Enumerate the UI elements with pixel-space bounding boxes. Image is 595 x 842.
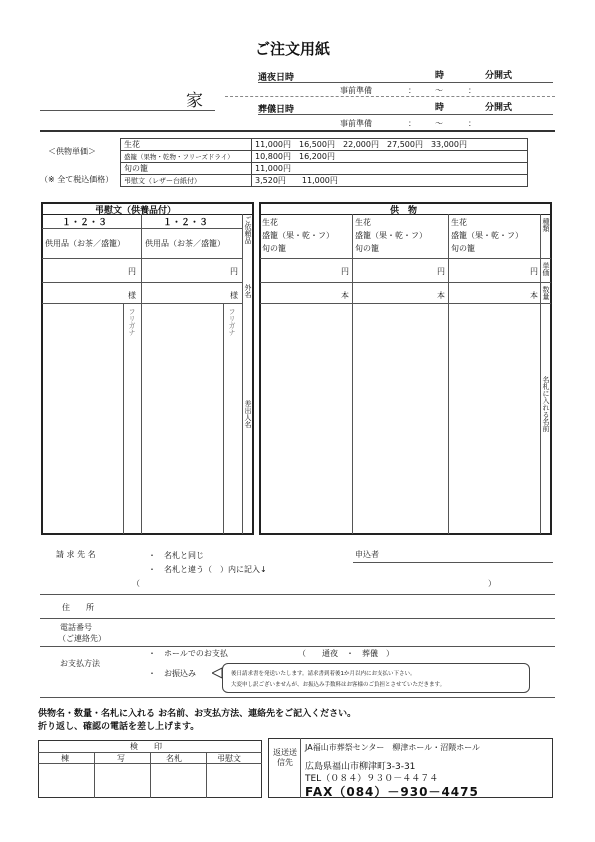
tsuya-label: 通夜日時 [258, 73, 295, 83]
furikomi-note-2: 大変申し訳ございませんが、お振込み手数料はお客様のご負担とさせていただきます。 [231, 682, 446, 688]
kumotsu-c1-yen: 円 [341, 267, 349, 276]
pay-hall-option[interactable]: ・ ホールでのお支払 [148, 649, 228, 658]
form-rule-3 [40, 646, 555, 647]
price-row [121, 175, 528, 187]
kumotsu-col-divider-1 [352, 214, 353, 534]
chobun-rule-4 [42, 303, 242, 304]
chobun-side-top: ご依頼品 [244, 216, 252, 244]
price-item: 旬の籠 [121, 163, 252, 175]
sender-fax: FAX（084）－930－4475 [305, 785, 479, 799]
family-name-label: 家 [186, 91, 203, 111]
chobun-rule-1 [42, 228, 242, 229]
sender-tel: TEL（０８４）９３０－４４７４ [305, 774, 439, 784]
kumotsu-col-3 [451, 216, 523, 255]
chobun-item-2: 供用品（お茶／盛籠） [145, 239, 225, 248]
sogi-tilde: ～ [435, 119, 443, 128]
stamp-col-1: 棟 [61, 754, 69, 763]
price-item: 生花 [121, 139, 252, 151]
sender-org: JA福山市葬祭センター 柳津ホール・沼隈ホール [305, 743, 481, 752]
kumotsu-c3-l3: 旬の籠 [451, 244, 475, 253]
kumotsu-c2-yen: 円 [437, 267, 445, 276]
chobun-num-1: １・２・３ [62, 218, 108, 228]
sogi-ji: 時 [435, 103, 445, 113]
chobun-sama-1: 様 [128, 291, 136, 300]
kumotsu-rule-1 [260, 258, 551, 259]
chobun-furigana-1: フリガナ [128, 308, 136, 336]
price-label: ＜供物単価＞ [48, 147, 96, 156]
pay-hall-timing[interactable]: （ 通夜 ・ 葬儀 ） [298, 649, 394, 658]
price-values: 11,000円 [252, 163, 528, 175]
kumotsu-c2-l3: 旬の籠 [355, 244, 379, 253]
kumotsu-c2-hon: 本 [437, 291, 445, 300]
kumotsu-col-1 [262, 216, 334, 255]
tsuya-junbi: 事前準備 [340, 86, 372, 95]
kumotsu-rule-3 [260, 303, 551, 304]
tsuya-tilde: ～ [435, 86, 443, 95]
header-rule [40, 130, 555, 132]
kumotsu-side-bot: 名札に入れる名前 [542, 376, 550, 432]
chobun-furigana-divider-2 [223, 303, 224, 534]
moushikomi-label: 申込者 [355, 550, 379, 559]
chobun-side-mid: 外名 [244, 284, 252, 298]
kumotsu-c1-l2: 盛籠（果・乾・フ） [262, 231, 334, 240]
price-values: 11,000円 16,500円 22,000円 27,500円 33,000円 [252, 139, 528, 151]
tel-label: 電話番号 [60, 623, 92, 632]
price-row [121, 151, 528, 163]
sogi-colon2: ： [468, 119, 476, 128]
chobun-item-1: 供用品（お茶／盛籠） [45, 239, 125, 248]
tsuya-fun: 分開式 [485, 71, 513, 81]
kumotsu-c2-l2: 盛籠（果・乾・フ） [355, 231, 427, 240]
price-item: 弔慰文（レザー台紙付） [121, 175, 252, 187]
chobun-side-bot: 差出人名 [244, 400, 252, 428]
kumotsu-c1-l1: 生花 [262, 218, 278, 227]
sender-divider [300, 738, 301, 798]
furikomi-note-1: 後日請求書を発送いたします。請求書到着後1か月以内にお支払い下さい。 [231, 671, 416, 677]
chobun-rule-3 [42, 282, 242, 283]
kumotsu-header: 供 物 [390, 206, 418, 216]
furikomi-note-box [222, 663, 530, 693]
kumotsu-c1-hon: 本 [341, 291, 349, 300]
chobun-side-divider [242, 214, 243, 534]
stamp-col-3: 名札 [166, 754, 182, 763]
sogi-junbi: 事前準備 [340, 119, 372, 128]
page-title: ご注文用紙 [255, 40, 331, 58]
stamp-col-4: 弔慰文 [217, 754, 241, 763]
stamp-col-2: 写 [117, 754, 125, 763]
price-values: 3,520円 11,000円 [252, 175, 528, 187]
sogi-colon1: ： [408, 119, 416, 128]
chobun-col-divider [141, 214, 142, 534]
chobun-yen-2: 円 [230, 267, 238, 276]
price-item: 盛籠（果物・乾物・フリーズドライ） [121, 151, 252, 163]
tsuya-line [258, 82, 553, 83]
kumotsu-c2-l1: 生花 [355, 218, 371, 227]
sogi-label: 葬儀日時 [258, 105, 295, 115]
sender-address: 広島県福山市柳津町3-3-31 [305, 762, 416, 772]
tsuya-ji: 時 [435, 71, 445, 81]
kumotsu-col-2 [355, 216, 427, 255]
chobun-furigana-2: フリガナ [228, 308, 236, 336]
kumotsu-c3-yen: 円 [530, 267, 538, 276]
form-rule-4 [40, 697, 555, 698]
kumotsu-side-divider [540, 214, 541, 534]
kumotsu-c1-l3: 旬の籠 [262, 244, 286, 253]
chobun-num-2: １・２・３ [163, 218, 209, 228]
price-values: 10,800円 16,200円 [252, 151, 528, 163]
price-table [120, 138, 528, 187]
paren-close: ） [488, 579, 496, 588]
kumotsu-c3-l1: 生花 [451, 218, 467, 227]
kumotsu-col-divider-2 [448, 214, 449, 534]
price-note: （※ 全て税込価格） [40, 175, 114, 184]
shiharai-label: お支払方法 [60, 659, 100, 668]
kumotsu-rule-2 [260, 282, 551, 283]
pay-furikomi-option[interactable]: ・ お振込み [148, 669, 196, 678]
tsuya-dash-line [225, 96, 555, 97]
tel-sub-label: （ご連絡先） [58, 634, 106, 643]
kumotsu-side-mid1: 単価 [542, 262, 550, 276]
instruction-1: 供物名・数量・名札に入れる お名前、お支払方法、連絡先をご記入ください。 [38, 709, 357, 719]
kumotsu-side-mid2: 数量 [542, 286, 550, 300]
option-same-as-nameplate[interactable]: ・ 名札と同じ [148, 551, 204, 560]
kumotsu-side-top: 種類 [542, 218, 550, 232]
form-rule-2 [40, 618, 555, 619]
stamp-header: 検 印 [130, 742, 162, 751]
tsuya-colon2: ： [468, 86, 476, 95]
paren-open: （ [132, 579, 140, 588]
sender-label: 返送送信先 [273, 748, 297, 767]
sogi-line [258, 114, 553, 115]
seikyu-label: 請 求 先 名 [56, 550, 96, 559]
chobun-rule-2 [42, 258, 242, 259]
chobun-header: 弔慰文（供養品付） [95, 206, 177, 216]
chobun-furigana-divider-1 [123, 303, 124, 534]
stamp-divider-1 [94, 752, 95, 798]
form-rule-1 [40, 594, 555, 595]
kumotsu-header-rule [260, 214, 551, 215]
moushikomi-line[interactable] [353, 562, 553, 563]
family-name-line [40, 110, 215, 111]
sogi-fun: 分開式 [485, 103, 513, 113]
jusho-label: 住 所 [62, 603, 94, 612]
chobun-yen-1: 円 [128, 267, 136, 276]
price-row [121, 139, 528, 151]
tsuya-colon1: ： [408, 86, 416, 95]
chobun-sama-2: 様 [230, 291, 238, 300]
instruction-2: 折り返し、確認の電話を差し上げます。 [38, 722, 200, 732]
kumotsu-c3-l2: 盛籠（果・乾・フ） [451, 231, 523, 240]
price-row [121, 163, 528, 175]
stamp-divider-3 [206, 752, 207, 798]
stamp-divider-2 [150, 752, 151, 798]
option-different-from-nameplate[interactable]: ・ 名札と違う（ ）内に記入↓ [148, 565, 267, 574]
kumotsu-c3-hon: 本 [530, 291, 538, 300]
